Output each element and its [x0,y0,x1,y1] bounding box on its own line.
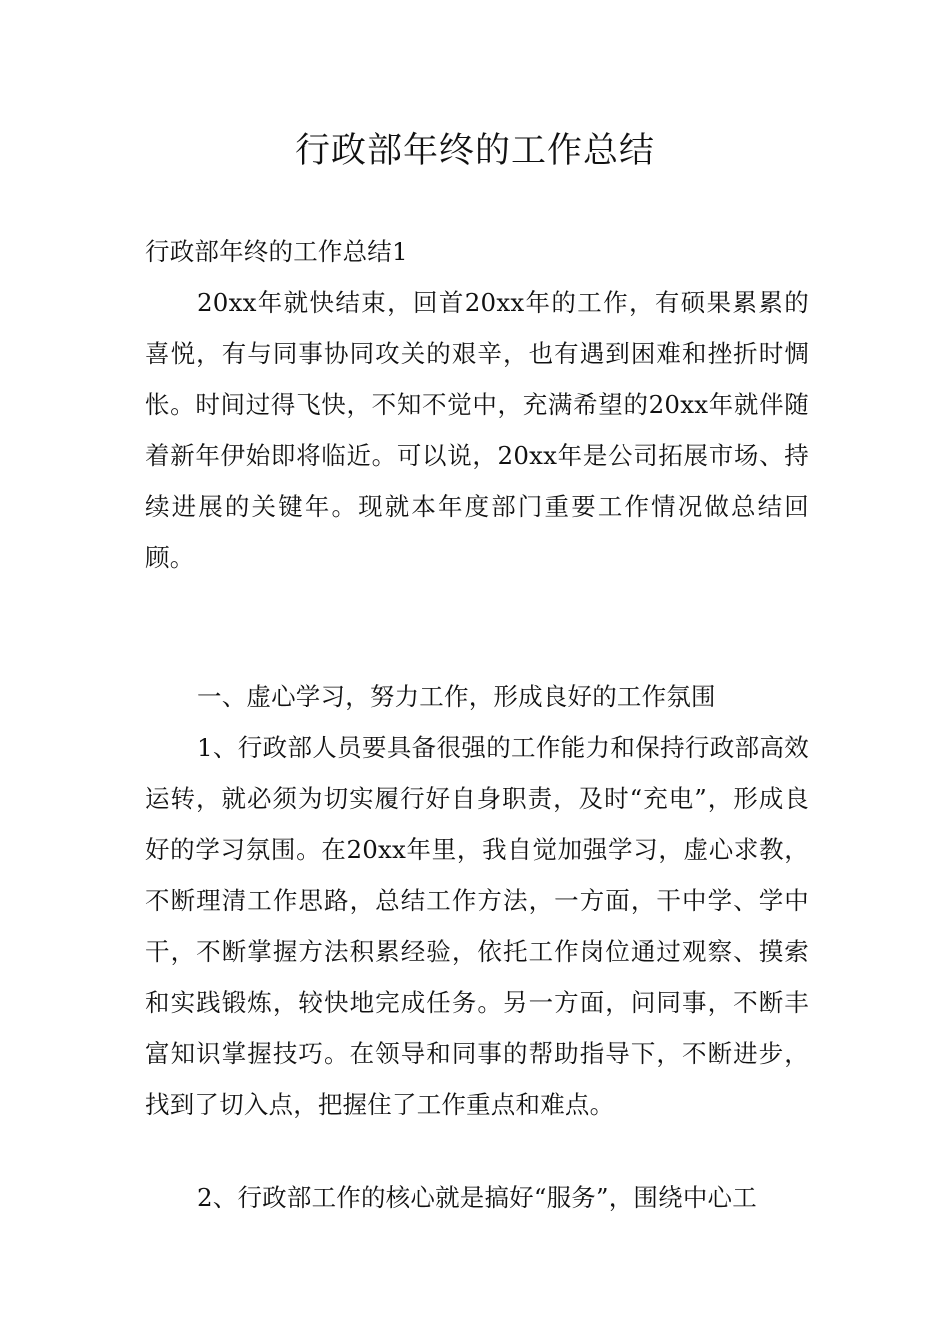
document-title: 行政部年终的工作总结 [294,131,655,171]
paragraph-item-2: 2、行政部工作的核心就是搞好“服务”，围绕中心工 [197,1183,757,1212]
intro-paragraph: 20xx年就快结束，回首20xx年的工作，有硕果累累的喜悦，有与同事协同攻关的艰辛，也有遇到困难和挫折时惆怅。时间过得飞快，不知不觉中，充满希望的20xx年就伴随着新年伊始即将临近。可以说，20xx年是公司拓展市场、持续进展的关键年。现就本年度部门重要工作情况做总结回顾。 [145,288,809,572]
document-subtitle: 行政部年终的工作总结1 [145,237,408,266]
section-heading: 一、虚心学习，努力工作，形成良好的工作氛围 [197,682,716,711]
paragraph-item-1: 1、行政部人员要具备很强的工作能力和保持行政部高效运转，就必须为切实履行好自身职责，及时“充电”，形成良好的学习氛围。在20xx年里，我自觉加强学习，虚心求教，不断理清工作思路，总结工作方法，一方面，干中学、学中干，不断掌握方法积累经验，依托工作岗位通过观察、摸索和实践锻炼，较快地完成任务。另一方面，问同事，不断丰富知识掌握技巧。在领导和同事的帮助指导下，不断进步，找到了切入点，把握住了工作重点和难点。 [145,733,809,1119]
